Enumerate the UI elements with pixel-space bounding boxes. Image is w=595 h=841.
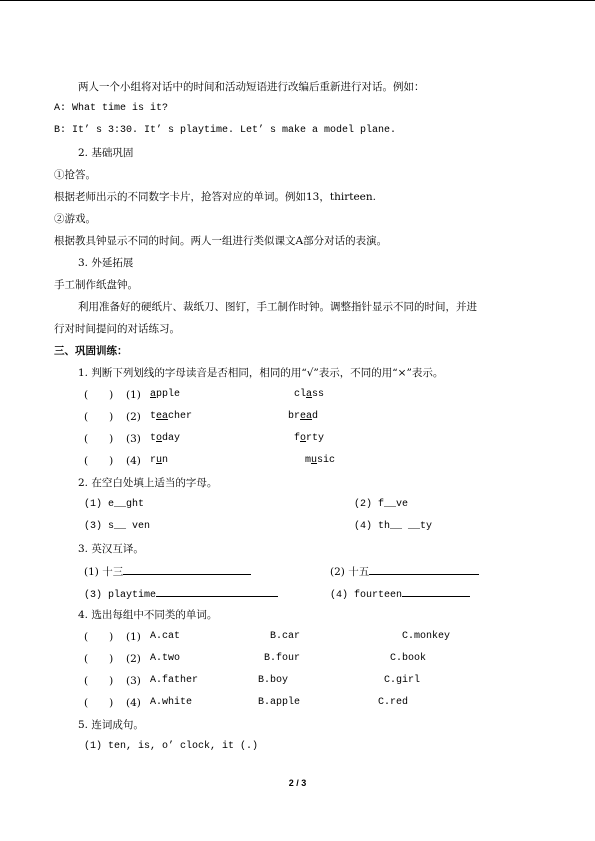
item-number: (4) bbox=[126, 455, 141, 467]
option-c: C.red bbox=[378, 697, 409, 708]
extend-title: 3. 外延拓展 bbox=[78, 257, 134, 269]
word-2: bread bbox=[288, 411, 319, 422]
option-c: C.book bbox=[390, 653, 427, 664]
top-rule bbox=[0, 0, 595, 1]
option-b: B.apple bbox=[258, 697, 301, 708]
word-2: forty bbox=[294, 433, 325, 444]
option-a: A.two bbox=[150, 653, 181, 664]
option-c: C.monkey bbox=[402, 631, 451, 642]
basic-sub1-text: 根据老师出示的不同数字卡片，抢答对应的单词。例如13，thirteen. bbox=[54, 191, 376, 203]
extend-sub: 手工制作纸盘钟。 bbox=[54, 279, 138, 291]
item-number: (2) bbox=[126, 411, 141, 423]
answer-blank[interactable] bbox=[369, 564, 479, 575]
extend-text-2: 行对时间提问的对话练习。 bbox=[54, 323, 180, 335]
option-a: A.cat bbox=[150, 631, 181, 642]
basic-sub2-text: 根据教具钟显示不同的时间。两人一组进行类似课文A部分对话的表演。 bbox=[54, 235, 388, 247]
word-1: today bbox=[150, 433, 181, 444]
dialogue-line-b: B: It’ s 3:30. It’ s playtime. Let’ s make a model plane. bbox=[54, 125, 397, 136]
option-c: C.girl bbox=[384, 675, 421, 686]
item-number: (3) bbox=[126, 675, 141, 687]
item-number: (4) bbox=[126, 697, 141, 709]
q1-title: 1. 判断下列划线的字母读音是否相同，相同的用“√”表示，不同的用“×”表示。 bbox=[78, 367, 444, 379]
item-number: (3) bbox=[126, 433, 141, 445]
answer-blank[interactable] bbox=[402, 586, 470, 597]
word-1: run bbox=[150, 455, 169, 466]
answer-paren[interactable]: ( ) bbox=[84, 653, 114, 665]
option-b: B.car bbox=[270, 631, 301, 642]
option-b: B.boy bbox=[258, 675, 289, 686]
q5-title: 5. 连词成句。 bbox=[78, 719, 144, 731]
intro-task: 两人一个小组将对话中的时间和活动短语进行改编后重新进行对话。例如： bbox=[78, 81, 425, 93]
basic-sub2: ②游戏。 bbox=[54, 213, 96, 225]
basic-sub1: ①抢答。 bbox=[54, 169, 96, 181]
word-1: teacher bbox=[150, 411, 193, 422]
item-number: (2) bbox=[126, 653, 141, 665]
answer-paren[interactable]: ( ) bbox=[84, 433, 114, 445]
answer-paren[interactable]: ( ) bbox=[84, 389, 114, 401]
answer-paren[interactable]: ( ) bbox=[84, 675, 114, 687]
page-number: 2 / 3 bbox=[288, 778, 307, 788]
answer-blank[interactable] bbox=[123, 564, 251, 575]
q2-title: 2. 在空白处填上适当的字母。 bbox=[78, 477, 218, 489]
answer-paren[interactable]: ( ) bbox=[84, 411, 114, 423]
item-number: (1) bbox=[126, 389, 141, 401]
answer-blank[interactable] bbox=[156, 586, 278, 597]
q3-title: 3. 英汉互译。 bbox=[78, 543, 144, 555]
answer-paren[interactable]: ( ) bbox=[84, 631, 114, 643]
fill-item[interactable]: (2) f__ve bbox=[354, 499, 409, 510]
translate-item: (1) 十三 bbox=[84, 564, 251, 579]
word-2: class bbox=[294, 389, 325, 400]
basic-title: 2. 基础巩固 bbox=[78, 147, 134, 159]
option-a: A.father bbox=[150, 675, 199, 686]
answer-paren[interactable]: ( ) bbox=[84, 455, 114, 467]
translate-item: (2) 十五 bbox=[330, 564, 479, 579]
item-number: (1) bbox=[126, 631, 141, 643]
answer-paren[interactable]: ( ) bbox=[84, 697, 114, 709]
dialogue-line-a: A: What time is it? bbox=[54, 103, 169, 114]
option-b: B.four bbox=[264, 653, 301, 664]
word-2: music bbox=[305, 455, 336, 466]
extend-text-1: 利用准备好的硬纸片、裁纸刀、图钉，手工制作时钟。调整指针显示不同的时间，并进 bbox=[78, 301, 477, 313]
translate-item: (4) fourteen bbox=[330, 586, 470, 603]
q5-item: (1) ten, is, o’ clock, it (.) bbox=[84, 741, 259, 752]
fill-item[interactable]: (4) th__ __ty bbox=[354, 521, 433, 532]
translate-item: (3) playtime bbox=[84, 586, 278, 603]
fill-item[interactable]: (1) e__ght bbox=[84, 499, 145, 510]
fill-item[interactable]: (3) s__ ven bbox=[84, 521, 151, 532]
section-title: 三、巩固训练： bbox=[54, 345, 128, 357]
word-1: apple bbox=[150, 389, 181, 400]
q4-title: 4. 选出每组中不同类的单词。 bbox=[78, 609, 218, 621]
option-a: A.white bbox=[150, 697, 193, 708]
